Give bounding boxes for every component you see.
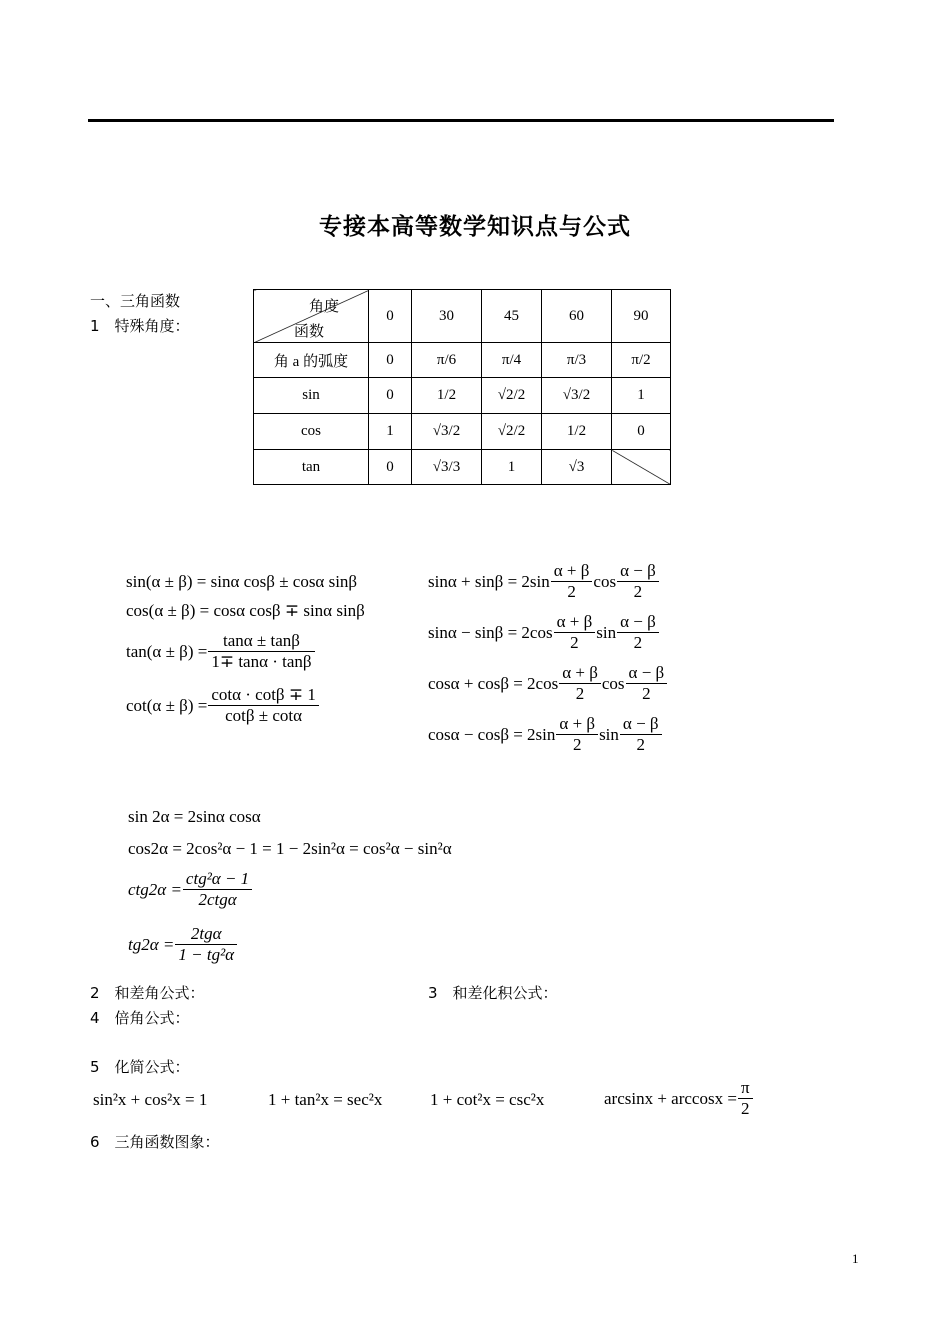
half-diff: α − β	[617, 561, 659, 582]
table-cell: √3/2	[412, 414, 482, 450]
formula-tg-double	[128, 924, 238, 965]
angle-header: 60	[542, 290, 612, 343]
table-cell-empty	[612, 450, 671, 485]
denominator-two: 2	[572, 735, 582, 754]
table-cell: 0	[612, 414, 671, 450]
table-cell: √3/2	[542, 378, 612, 414]
angle-header: 90	[612, 290, 671, 343]
ctg-numerator: ctg²α − 1	[183, 869, 252, 890]
cot-numerator: cotα · cotβ ∓ 1	[208, 685, 319, 706]
p3-mid: cos	[601, 674, 625, 693]
table-cell: √2/2	[482, 414, 542, 450]
item-3-label: 3 和差化积公式：	[428, 984, 558, 1002]
half-diff-fraction	[617, 561, 659, 602]
table-row	[254, 450, 671, 485]
table-row	[254, 414, 671, 450]
table-cell: 0	[369, 450, 412, 485]
formula-tan-sec: 1 + tan²x = sec²x	[268, 1090, 383, 1109]
special-angles-table	[253, 289, 671, 485]
tan-fraction	[208, 631, 314, 672]
table-cell: √3	[542, 450, 612, 485]
item-5-label: 5 化简公式：	[90, 1058, 190, 1076]
p2-mid: sin	[596, 623, 617, 642]
formula-sin-plus-sin	[428, 561, 660, 602]
tan-denominator: 1∓ tanα · tanβ	[211, 652, 312, 671]
table-row	[254, 378, 671, 414]
item-6-label: 6 三角函数图象：	[90, 1133, 220, 1151]
formula-sin-double: sin 2α = 2sinα cosα	[128, 807, 261, 826]
pi-half-fraction	[738, 1078, 753, 1119]
table-cell: 1	[482, 450, 542, 485]
formula-cos-double: cos2α = 2cos²α − 1 = 1 − 2sin²α = cos²α − sin²α	[128, 839, 452, 858]
formula-pythagorean: sin²x + cos²x = 1	[93, 1090, 208, 1109]
p4-mid: sin	[599, 725, 619, 744]
denominator-two: 2	[636, 735, 645, 754]
half-diff: α − β	[626, 663, 668, 684]
half-sum: α + β	[559, 663, 601, 684]
corner-bottom-label: 函数	[294, 324, 325, 340]
ctg-fraction	[183, 869, 252, 910]
half-sum-fraction	[554, 612, 596, 653]
tg-lhs: tg2α =	[128, 935, 175, 954]
tan-lhs: tan(α ± β) =	[126, 642, 208, 661]
denominator-two: 2	[633, 582, 643, 601]
formula-sin-minus-sin	[428, 612, 660, 653]
table-cell: √3/3	[412, 450, 482, 485]
ctg-denominator: 2ctgα	[198, 890, 237, 909]
section-heading: 一、三角函数	[90, 292, 181, 310]
formula-sin-sum: sin(α ± β) = sinα cosβ ± cosα sinβ	[126, 572, 358, 591]
table-cell: 1	[612, 378, 671, 414]
table-cell: π/2	[612, 343, 671, 378]
denominator-two: 2	[567, 582, 576, 601]
row-label: 角 a 的弧度	[254, 343, 369, 378]
corner-top-label: 角度	[309, 299, 340, 315]
p3-lhs: cosα + cosβ = 2cos	[428, 674, 559, 693]
formula-cos-sum: cos(α ± β) = cosα cosβ ∓ sinα sinβ	[126, 601, 365, 620]
formula-cos-minus-cos	[428, 714, 663, 755]
angle-header: 30	[412, 290, 482, 343]
table-cell: √2/2	[482, 378, 542, 414]
angle-header: 45	[482, 290, 542, 343]
item-1-label: 1 特殊角度：	[90, 317, 190, 335]
half-diff-fraction	[626, 663, 668, 704]
header-rule	[88, 119, 834, 122]
half-diff-fraction	[620, 714, 662, 755]
row-label: cos	[254, 414, 369, 450]
p2-lhs: sinα − sinβ = 2cos	[428, 623, 553, 642]
table-row	[254, 343, 671, 378]
cot-fraction	[208, 685, 319, 726]
pi-numerator: π	[738, 1078, 753, 1099]
table-corner-cell	[254, 290, 369, 343]
half-sum: α + β	[554, 612, 596, 633]
tg-numerator: 2tgα	[175, 924, 237, 945]
p1-lhs: sinα + sinβ = 2sin	[428, 572, 550, 591]
angle-header: 0	[369, 290, 412, 343]
table-cell: π/4	[482, 343, 542, 378]
table-cell: 1/2	[542, 414, 612, 450]
denominator-two: 2	[642, 684, 651, 703]
formula-tan-sum	[126, 631, 316, 672]
formula-cot-csc: 1 + cot²x = csc²x	[430, 1090, 545, 1109]
table-cell: π/6	[412, 343, 482, 378]
denominator-two: 2	[740, 1099, 750, 1118]
table-cell: 1	[369, 414, 412, 450]
half-sum: α + β	[551, 561, 593, 582]
table-cell: 1/2	[412, 378, 482, 414]
tg-denominator: 1 − tg²α	[178, 945, 235, 964]
half-diff: α − β	[617, 612, 659, 633]
half-diff-fraction	[617, 612, 659, 653]
denominator-two: 2	[570, 633, 579, 652]
tan-numerator: tanα ± tanβ	[208, 631, 314, 652]
item-2-label: 2 和差角公式：	[90, 984, 205, 1002]
row-label: tan	[254, 450, 369, 485]
cot-lhs: cot(α ± β) =	[126, 696, 208, 715]
table-cell: 0	[369, 378, 412, 414]
table-cell: 0	[369, 343, 412, 378]
formula-ctg-double	[128, 869, 253, 910]
row-label: sin	[254, 378, 369, 414]
denominator-two: 2	[575, 684, 585, 703]
page-number: 1	[852, 1251, 859, 1266]
half-sum: α + β	[556, 714, 598, 735]
denominator-two: 2	[633, 633, 643, 652]
document-title: 专接本高等数学知识点与公式	[319, 214, 631, 240]
p4-lhs: cosα − cosβ = 2sin	[428, 725, 556, 744]
item-4-label: 4 倍角公式：	[90, 1009, 190, 1027]
table-cell: π/3	[542, 343, 612, 378]
half-sum-fraction	[559, 663, 601, 704]
ctg-lhs: ctg2α =	[128, 880, 182, 899]
half-diff: α − β	[620, 714, 662, 735]
p1-mid: cos	[593, 572, 617, 591]
formula-cos-plus-cos	[428, 663, 668, 704]
half-sum-fraction	[551, 561, 593, 602]
cot-denominator: cotβ ± cotα	[225, 706, 303, 725]
arc-lhs: arcsinx + arccosx =	[604, 1089, 737, 1108]
formula-cot-sum	[126, 685, 320, 726]
half-sum-fraction	[556, 714, 598, 755]
tg-fraction	[175, 924, 237, 965]
formula-arcsin-arccos	[604, 1078, 754, 1119]
